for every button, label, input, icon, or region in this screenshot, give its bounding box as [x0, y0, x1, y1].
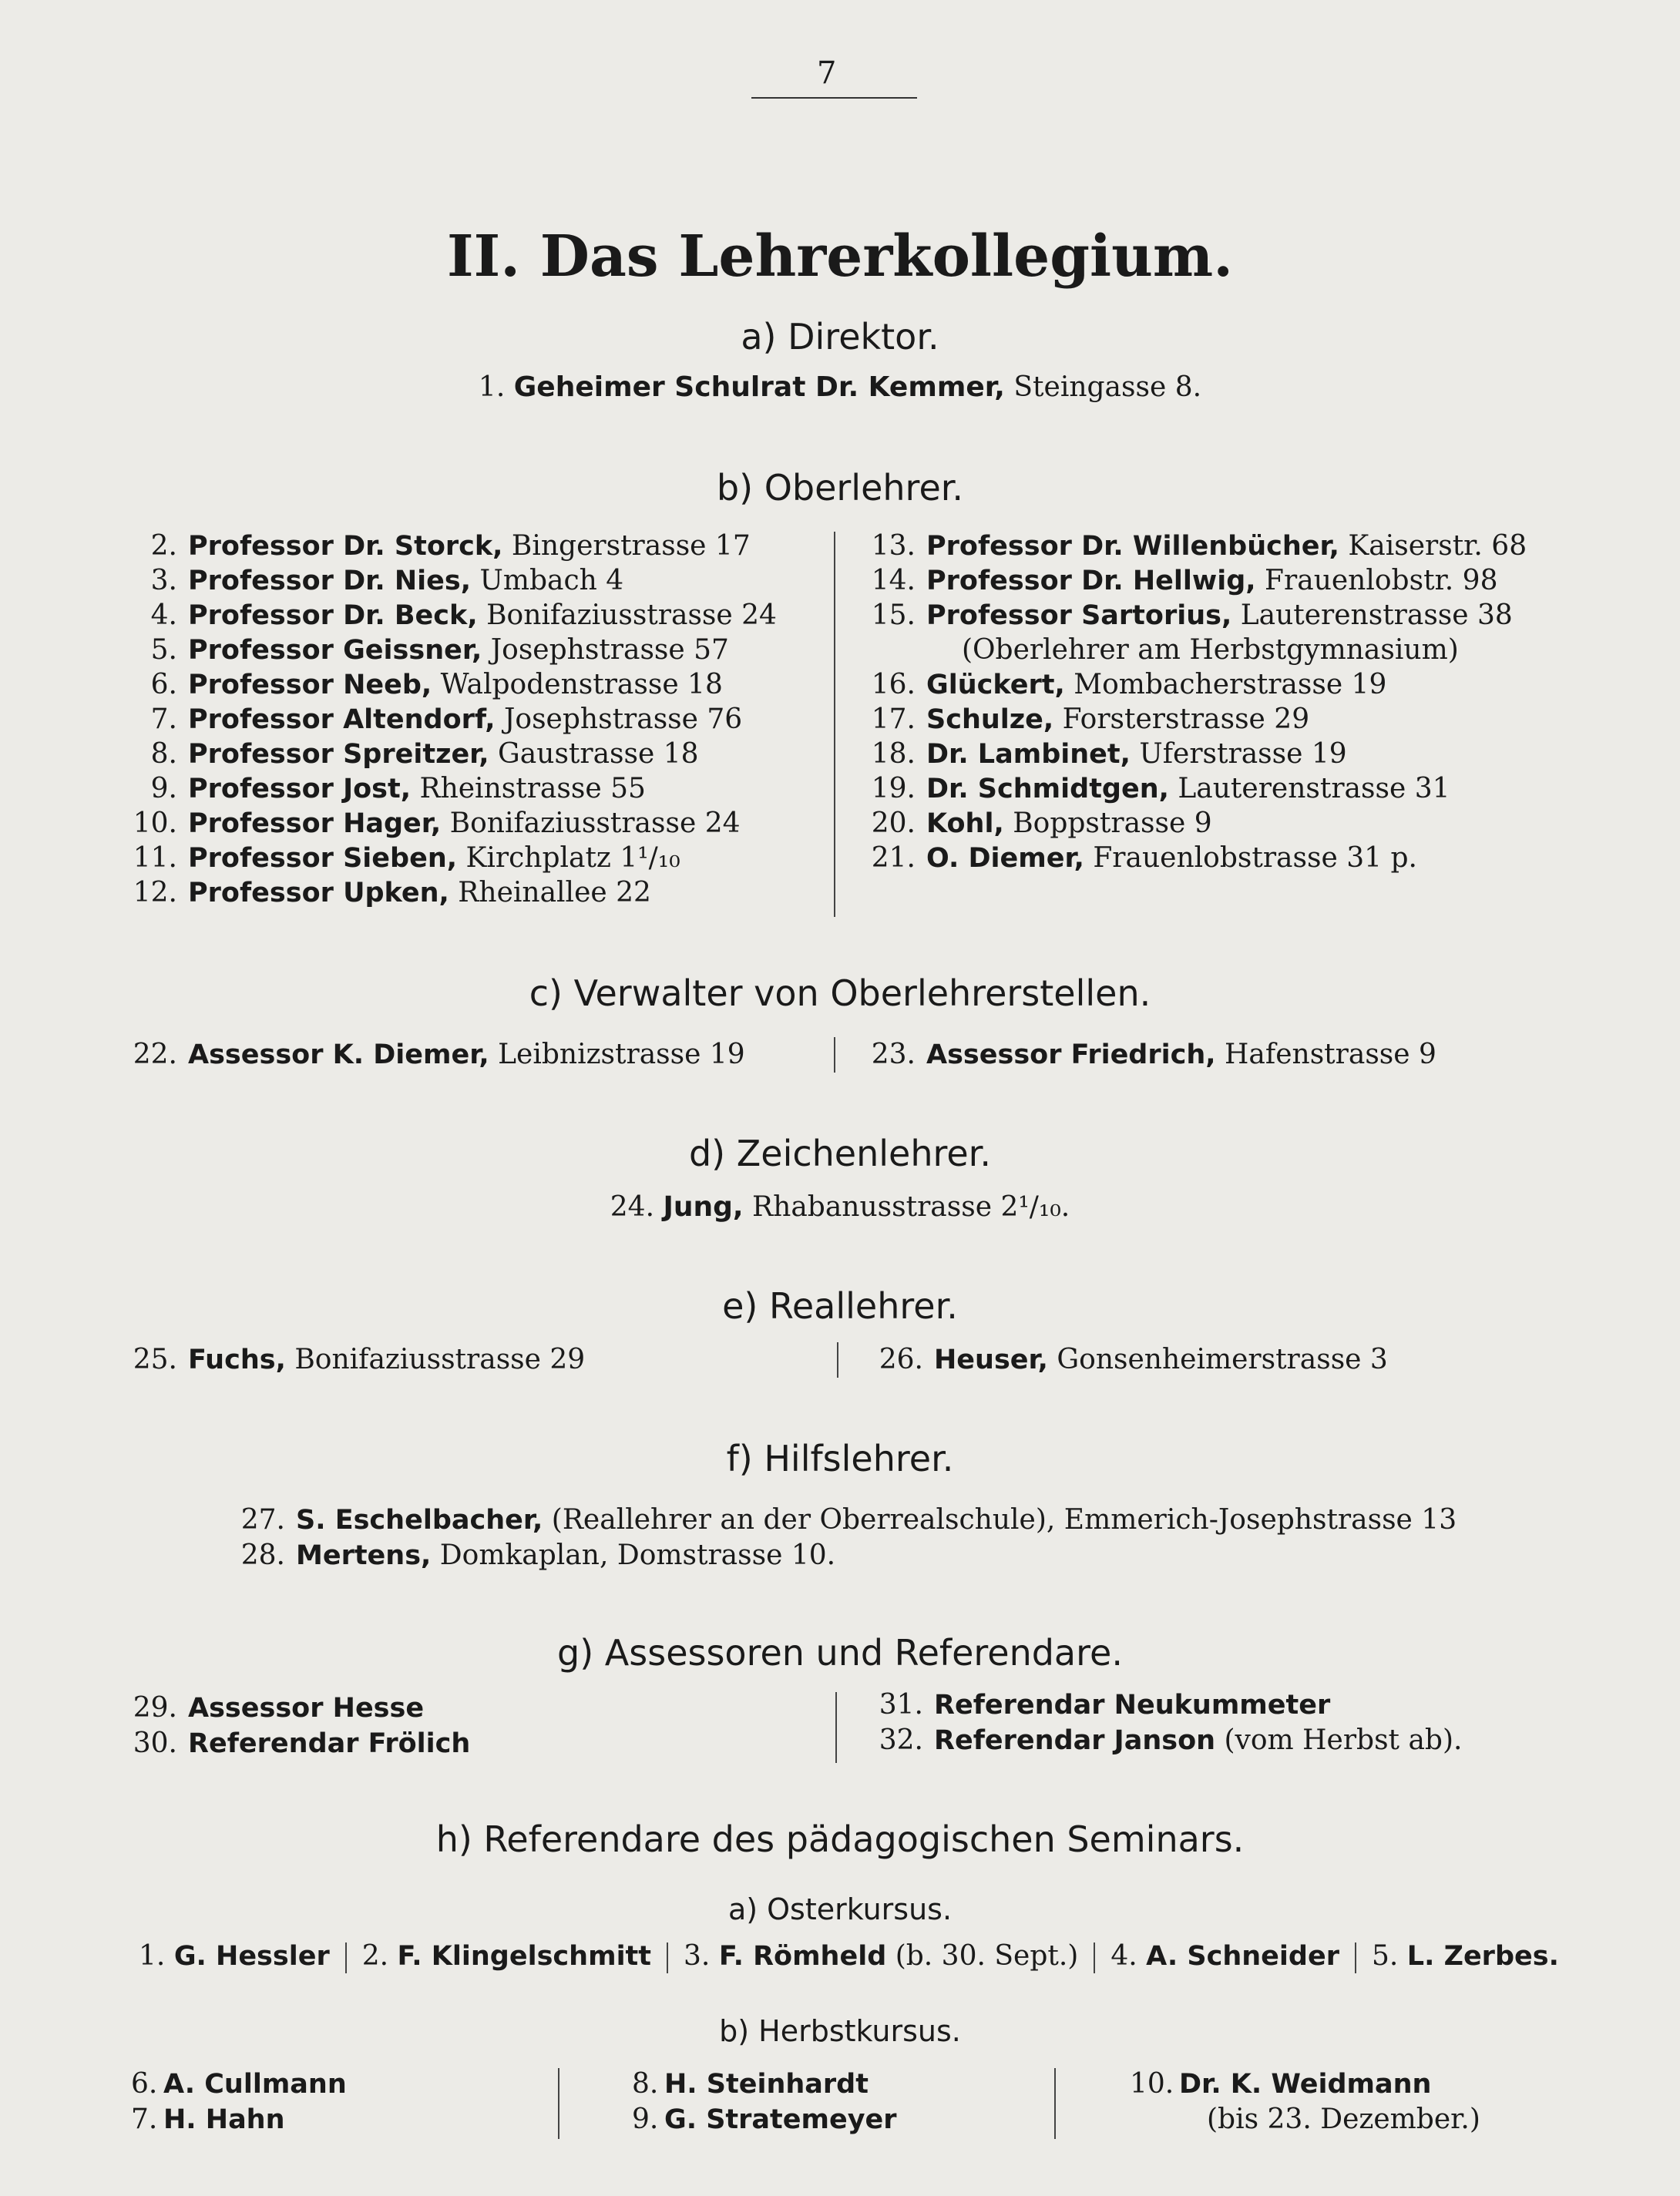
- page-number-rule: [751, 97, 917, 99]
- herbstkursus-column-2: [632, 2068, 897, 2139]
- list-item: 14. Professor Dr. Hellwig, Frauenlobstr. 98: [871, 565, 1498, 596]
- direktor-entry: 1. Geheimer Schulrat Dr. Kemmer, Steingasse 8.: [478, 371, 1202, 403]
- list-item: 8. Professor Spreitzer, Gaustrasse 18: [150, 738, 699, 770]
- section-h-heading: h) Referendare des pädagogischen Seminars.: [435, 1818, 1245, 1860]
- oberlehrer-right-column: [862, 530, 1527, 877]
- list-item: 30. Referendar Frölich: [133, 1728, 471, 1759]
- list-item: 15. Professor Sartorius, Lauterenstrasse 38: [871, 599, 1513, 631]
- list-item-note: (bis 23. Dezember.): [1207, 2104, 1480, 2135]
- list-item: 4. Professor Dr. Beck, Bonifaziusstrasse 24: [150, 599, 777, 631]
- column-divider: [834, 1037, 835, 1073]
- list-item: 3. Professor Dr. Nies, Umbach 4: [150, 565, 624, 596]
- page-number: 7: [817, 55, 837, 91]
- list-item: 2. Professor Dr. Storck, Bingerstrasse 17: [150, 530, 751, 562]
- section-d-heading: d) Zeichenlehrer.: [688, 1133, 991, 1174]
- list-item: 5. L. Zerbes.: [1371, 1940, 1559, 1972]
- list-item: 26. Heuser, Gonsenheimerstrasse 3: [879, 1344, 1388, 1375]
- divider: [667, 1942, 668, 1973]
- herbstkursus-column-3: [1130, 2068, 1480, 2139]
- list-item: 20. Kohl, Boppstrasse 9: [871, 808, 1212, 839]
- list-item: 10. Dr. K. Weidmann: [1130, 2068, 1432, 2100]
- divider: [1094, 1942, 1095, 1973]
- list-item: 27. S. Eschelbacher, (Reallehrer an der Oberrealschule), Emmerich-Josephstrasse 13: [240, 1504, 1457, 1536]
- list-item-note: (Oberlehrer am Herbstgymnasium): [962, 634, 1459, 666]
- column-divider: [835, 1692, 837, 1763]
- list-item: 4. A. Schneider: [1110, 1940, 1339, 1972]
- list-item: 21. O. Diemer, Frauenlobstrasse 31 p.: [871, 842, 1417, 874]
- oberlehrer-left-column: [123, 530, 777, 912]
- list-item: 2. F. Klingelschmitt: [361, 1940, 652, 1972]
- list-item: 10. Professor Hager, Bonifaziusstrasse 24: [133, 808, 741, 839]
- divider: [345, 1942, 347, 1973]
- list-item: 18. Dr. Lambinet, Uferstrasse 19: [871, 738, 1347, 770]
- list-item: 25. Fuchs, Bonifaziusstrasse 29: [133, 1344, 586, 1375]
- assessoren-right-column: [869, 1689, 1462, 1760]
- list-item: 32. Referendar Janson (vom Herbst ab).: [879, 1724, 1463, 1756]
- section-g-heading: g) Assessoren und Referendare.: [557, 1632, 1123, 1674]
- list-item: 11. Professor Sieben, Kirchplatz 1¹/₁₀: [133, 842, 680, 874]
- section-e-heading: e) Reallehrer.: [722, 1285, 958, 1327]
- column-divider: [1054, 2068, 1056, 2139]
- column-divider: [834, 532, 835, 917]
- section-c-heading: c) Verwalter von Oberlehrerstellen.: [529, 972, 1151, 1014]
- page-title: II. Das Lehrerkollegium.: [447, 223, 1233, 290]
- list-item: 13. Professor Dr. Willenbücher, Kaiserstr. 68: [871, 530, 1527, 562]
- list-item: 9. G. Stratemeyer: [632, 2104, 897, 2135]
- assessoren-left-column: [123, 1692, 470, 1763]
- list-item: 17. Schulze, Forsterstrasse 29: [871, 703, 1310, 735]
- section-f-heading: f) Hilfslehrer.: [726, 1438, 954, 1479]
- section-a-heading: a) Direktor.: [741, 316, 939, 358]
- list-item: 23. Assessor Friedrich, Hafenstrasse 9: [871, 1039, 1436, 1070]
- osterkursus-heading: a) Osterkursus.: [727, 1892, 953, 1926]
- column-divider: [837, 1342, 838, 1378]
- osterkursus-row: [139, 1940, 1559, 1973]
- list-item: 3. F. Römheld (b. 30. Sept.): [684, 1940, 1079, 1972]
- divider: [1355, 1942, 1356, 1973]
- list-item: 12. Professor Upken, Rheinallee 22: [133, 877, 651, 908]
- list-item: 7. H. Hahn: [131, 2104, 285, 2135]
- list-item: 5. Professor Geissner, Josephstrasse 57: [150, 634, 729, 666]
- list-item: 24. Jung, Rhabanusstrasse 2¹/₁₀.: [610, 1191, 1070, 1223]
- list-item: 16. Glückert, Mombacherstrasse 19: [871, 669, 1387, 700]
- list-item: 19. Dr. Schmidtgen, Lauterenstrasse 31: [871, 773, 1450, 804]
- column-divider: [558, 2068, 559, 2139]
- herbstkursus-column-1: [131, 2068, 347, 2139]
- list-item: 1. G. Hessler: [139, 1940, 330, 1972]
- list-item: 22. Assessor K. Diemer, Leibnizstrasse 19: [133, 1039, 745, 1070]
- section-b-heading: b) Oberlehrer.: [716, 467, 964, 509]
- list-item: 9. Professor Jost, Rheinstrasse 55: [150, 773, 646, 804]
- list-item: 6. A. Cullmann: [131, 2068, 347, 2100]
- list-item: 31. Referendar Neukummeter: [879, 1689, 1331, 1721]
- list-item: 7. Professor Altendorf, Josephstrasse 76: [150, 703, 743, 735]
- list-item: 6. Professor Neeb, Walpodenstrasse 18: [150, 669, 723, 700]
- list-item: 28. Mertens, Domkaplan, Domstrasse 10.: [240, 1540, 836, 1571]
- list-item: 29. Assessor Hesse: [133, 1692, 425, 1724]
- hilfslehrer-list: [231, 1504, 1457, 1575]
- herbstkursus-heading: b) Herbstkursus.: [719, 2014, 961, 2048]
- list-item: 8. H. Steinhardt: [632, 2068, 869, 2100]
